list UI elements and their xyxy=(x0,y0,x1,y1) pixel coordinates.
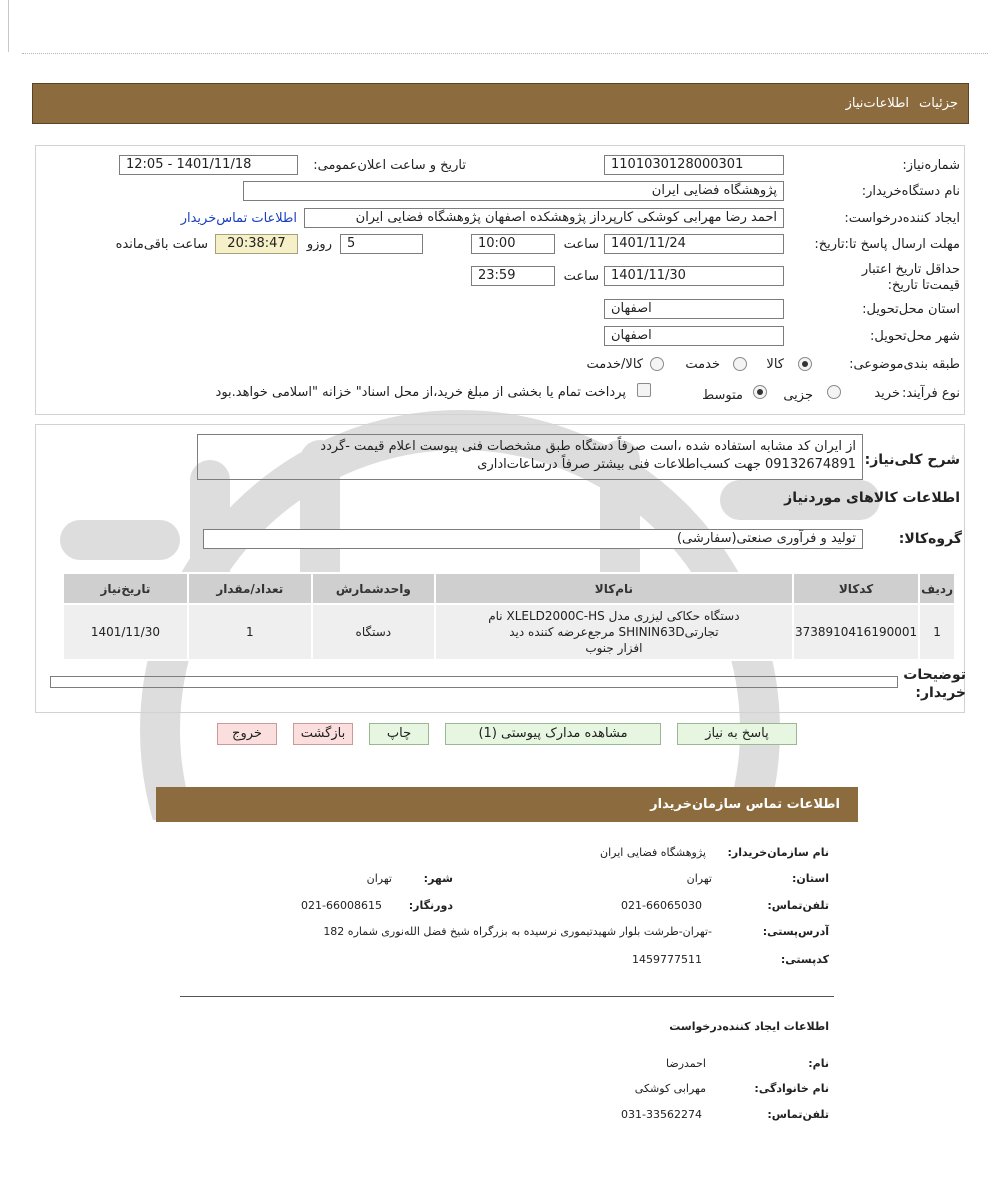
summary-line-1: از ایران کد مشابه استفاده شده ،است صرفاً دستگاه طبق مشخصات فنی پیوست اعلام قیمت -گردد xyxy=(320,439,856,454)
remaining-timer: 20:38:47 xyxy=(215,234,298,254)
announce-label: تاریخ و ساعت اعلان‌عمومی: xyxy=(313,158,466,173)
back-button[interactable]: بازگشت xyxy=(293,723,353,745)
postal-value: 1459777511 xyxy=(632,953,702,966)
buyer-label: نام دستگاه‌خریدار: xyxy=(861,184,960,199)
creator-field: احمد رضا مهرابی کوشکی کارپرداز پژوهشکده اصفهان پژوهشگاه فضایی ایران xyxy=(304,208,784,228)
creator-name-label: نام: xyxy=(808,1057,829,1070)
category-both-radio[interactable] xyxy=(650,357,664,371)
reply-time-field: 10:00 xyxy=(471,234,555,254)
province-field: اصفهان xyxy=(604,299,784,319)
col-qty: تعداد/مقدار xyxy=(188,573,312,604)
contact-title: اطلاعات تماس سازمان‌خریدار xyxy=(650,797,840,812)
creator-info-title: اطلاعات ایجاد کننده‌درخواست xyxy=(669,1020,829,1033)
cell-name-line-3: افزار جنوب xyxy=(585,641,643,655)
treasury-note: پرداخت تمام یا بخشی از مبلغ خرید،از محل اسناد" خزانه "اسلامی خواهد.بود xyxy=(215,385,626,400)
contact-city-value: تهران xyxy=(366,872,392,885)
validity-time-field: 23:59 xyxy=(471,266,555,286)
contact-province-label: استان: xyxy=(792,872,829,885)
contact-divider xyxy=(180,996,834,997)
address-label: آدرس‌پستی: xyxy=(762,925,829,938)
top-divider xyxy=(22,53,988,54)
city-label: شهر محل‌تحویل: xyxy=(870,329,960,344)
reply-deadline-label: مهلت ارسال پاسخ تا:تاریخ: xyxy=(814,237,960,252)
process-partial-label: جزیی xyxy=(783,388,813,403)
col-name: نام‌کالا xyxy=(435,573,793,604)
category-both-label: کالا/خدمت xyxy=(586,357,643,372)
process-buy-label: خرید xyxy=(874,386,900,401)
contact-city-label: شهر: xyxy=(423,872,453,885)
tab-need-info[interactable]: اطلاعات‌نیاز xyxy=(845,96,910,111)
reply-hour-label: ساعت xyxy=(563,237,599,252)
category-goods-radio[interactable] xyxy=(798,357,812,371)
col-code: کدکالا xyxy=(793,573,919,604)
creator-phone-value: 031-33562274 xyxy=(621,1108,702,1121)
table-row xyxy=(63,604,955,660)
fax-label: دورنگار: xyxy=(408,899,453,912)
attachments-button[interactable]: مشاهده مدارک پیوستی (1) xyxy=(445,723,661,745)
col-index: ردیف xyxy=(919,573,955,604)
remaining-label: ساعت باقی‌مانده xyxy=(115,237,208,252)
summary-line-2: 09132674891 جهت کسب‌اطلاعات فنی بیشتر صرفاً درساعات‌اداری xyxy=(477,457,856,472)
days-label: روزو xyxy=(306,237,332,252)
buyer-field: پژوهشگاه فضایی ایران xyxy=(243,181,784,201)
need-number-label: شماره‌نیاز: xyxy=(902,158,960,173)
category-goods-label: کالا xyxy=(766,357,784,372)
cell-name-line-1: دستگاه حکاکی لیزری مدل XLELD2000C-HS نام xyxy=(488,609,740,623)
validity-hour-label: ساعت xyxy=(563,269,599,284)
address-value: -تهران-طرشت بلوار شهیدتیموری نرسیده به بزرگراه شیخ فضل الله‌نوری شماره 182 xyxy=(323,925,712,938)
summary-box xyxy=(197,434,863,480)
days-field: 5 xyxy=(340,234,423,254)
creator-phone-label: تلفن‌تماس: xyxy=(767,1108,829,1121)
province-label: استان محل‌تحویل: xyxy=(862,302,960,317)
cell-index: 1 xyxy=(919,604,955,660)
process-medium-radio[interactable] xyxy=(753,385,767,399)
exit-button[interactable]: خروج xyxy=(217,723,277,745)
org-value: پژوهشگاه فضایی ایران xyxy=(600,846,706,859)
reply-button[interactable]: پاسخ به نیاز xyxy=(677,723,797,745)
city-field: اصفهان xyxy=(604,326,784,346)
tab-details[interactable]: جزئیات xyxy=(919,96,958,111)
creator-name-value: احمد‌رضا xyxy=(666,1057,706,1070)
category-service-label: خدمت xyxy=(685,357,720,372)
contact-phone-label: تلفن‌تماس: xyxy=(767,899,829,912)
cell-unit: دستگاه xyxy=(312,604,435,660)
group-label: گروه‌کالا: xyxy=(898,531,962,547)
contact-province-value: تهران xyxy=(686,872,712,885)
announce-field: 1401/11/18 - 12:05 xyxy=(119,155,298,175)
category-label: طبقه بندی‌موضوعی: xyxy=(849,357,960,372)
cell-code: 3738910416190001 xyxy=(793,604,919,660)
creator-family-value: مهرابی کوشکی xyxy=(634,1082,706,1095)
need-number-field: 1101030128000301 xyxy=(604,155,784,175)
category-service-radio[interactable] xyxy=(733,357,747,371)
col-date: تاریخ‌نیاز xyxy=(63,573,188,604)
creator-label: ایجاد کننده‌درخواست: xyxy=(844,211,960,226)
buyer-contact-link[interactable]: اطلاعات تماس‌خریدار xyxy=(180,211,297,226)
fax-value: 021-66008615 xyxy=(301,899,382,912)
goods-info-title: اطلاعات کالاهای موردنیاز xyxy=(784,490,960,506)
cell-name-line-2: تجارتیSHININ63D مرجع‌عرضه کننده دید xyxy=(509,625,719,639)
process-medium-label: متوسط xyxy=(702,388,743,403)
buyer-notes-label: توضیحات خریدار: xyxy=(903,667,966,701)
print-button[interactable]: چاپ xyxy=(369,723,429,745)
reply-date-field: 1401/11/24 xyxy=(604,234,784,254)
contact-phone-value: 021-66065030 xyxy=(621,899,702,912)
creator-family-label: نام خانوادگی: xyxy=(754,1082,829,1095)
validity-date-field: 1401/11/30 xyxy=(604,266,784,286)
process-partial-radio[interactable] xyxy=(827,385,841,399)
buyer-notes-field xyxy=(50,676,898,688)
validity-label: حداقل تاریخ اعتبار قیمت‌تا تاریخ: xyxy=(861,262,960,293)
contact-header xyxy=(156,787,858,822)
cell-qty: 1 xyxy=(188,604,312,660)
treasury-checkbox[interactable] xyxy=(637,383,651,397)
group-field: تولید و فرآوری صنعتی(سفارشی) xyxy=(203,529,863,549)
process-label: نوع فرآیند: xyxy=(902,386,960,401)
goods-table xyxy=(62,572,956,661)
postal-label: کدپستی: xyxy=(780,953,829,966)
page-header xyxy=(32,83,969,124)
cell-name xyxy=(435,604,793,660)
cell-date: 1401/11/30 xyxy=(63,604,188,660)
org-label: نام سازمان‌خریدار: xyxy=(727,846,829,859)
summary-label: شرح کلی‌نیاز: xyxy=(864,452,960,468)
col-unit: واحدشمارش xyxy=(312,573,435,604)
page-left-border xyxy=(8,0,9,52)
